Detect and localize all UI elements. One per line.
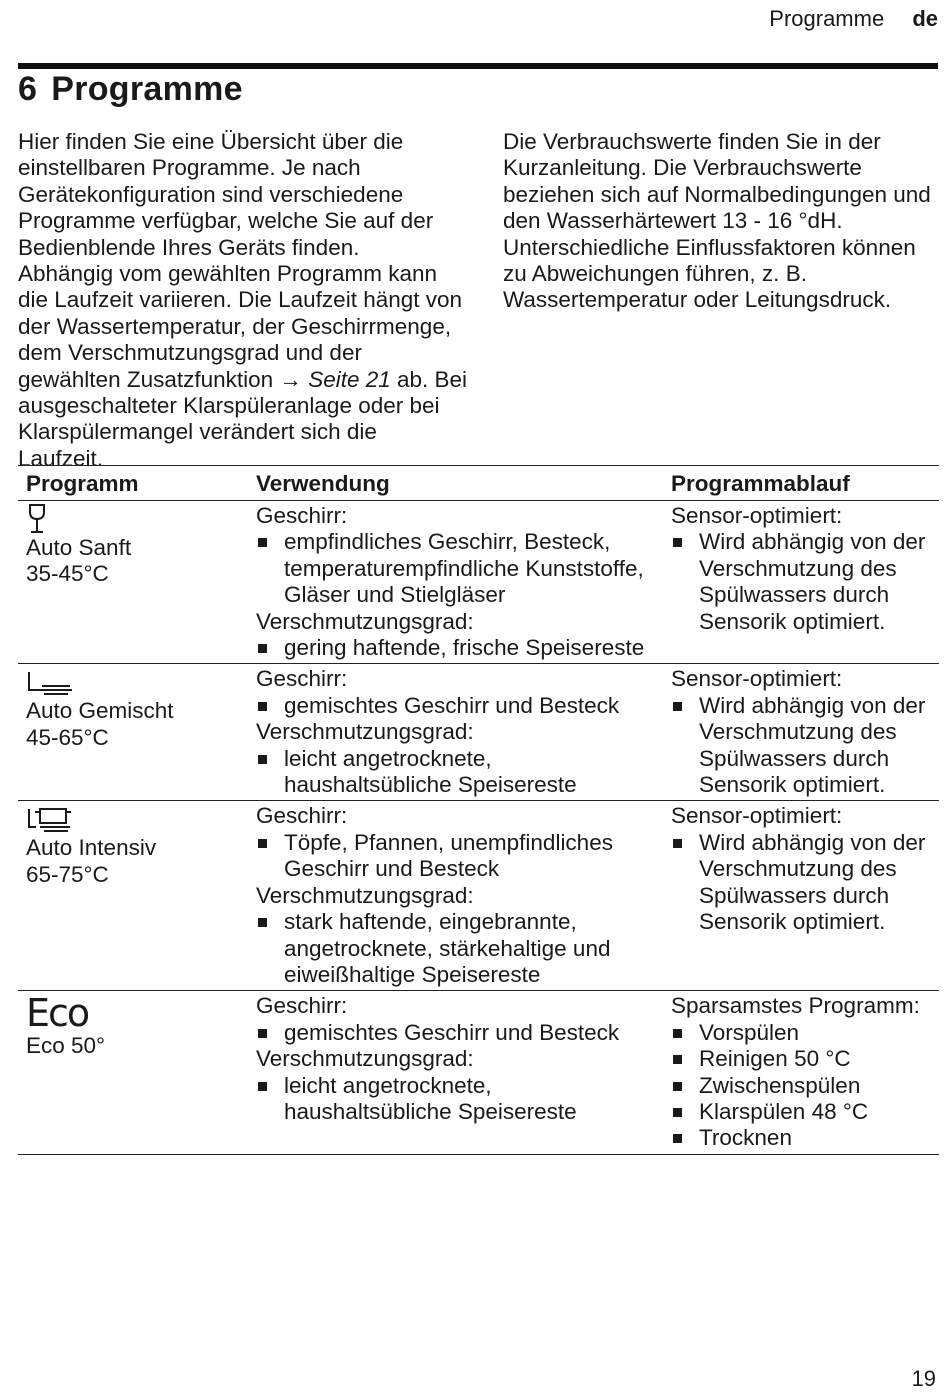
dishes-list <box>256 693 655 719</box>
page-reference-link[interactable]: Seite 21 <box>308 366 391 392</box>
list-item: Wird abhängig von der Verschmutzung des Spülwassers durch Sensorik optimiert. <box>671 693 931 799</box>
table-row <box>18 801 939 991</box>
programme-name: Auto Gemischt <box>26 698 174 724</box>
programme-cell <box>18 501 248 664</box>
flow-cell <box>663 664 939 801</box>
soil-label: Verschmutzungsgrad: <box>256 608 474 634</box>
wine-glass-icon <box>26 503 56 535</box>
intro-paragraph-2-start: Abhängig vom gewählten Programm kann die Laufzeit variieren. Die Laufzeit hängt von der Wassertemperatur, der Geschirrmenge, dem Verschmutzungsgrad und der gewählten Zusatzfunktion <box>18 261 463 392</box>
programme-cell <box>18 664 248 801</box>
page-number: 19 <box>911 1366 936 1391</box>
list-item: gemischtes Geschirr und Besteck <box>256 1020 655 1046</box>
flow-label: Sensor-optimiert: <box>671 803 843 829</box>
list-item: stark haftende, eingebrannte, angetrocknete, stärkehaltige und eiweißhaltige Speisereste <box>256 909 655 988</box>
table-row <box>18 991 939 1154</box>
column-header-verwendung: Verwendung <box>248 466 663 501</box>
header-section: Programme <box>769 6 885 31</box>
arrow-icon: → <box>279 366 302 392</box>
dishes-list <box>256 830 655 883</box>
auto-mixed-icon <box>26 666 76 698</box>
column-header-programm: Programm <box>18 466 248 501</box>
intro-paragraph-2 <box>18 261 468 472</box>
list-item: gering haftende, frische Speisereste <box>256 635 655 661</box>
soil-list <box>256 635 655 661</box>
programme-table <box>18 465 939 1155</box>
flow-list <box>671 529 931 635</box>
flow-list <box>671 830 931 936</box>
intro-left-column <box>18 129 468 472</box>
programme-name: Eco 50° <box>26 1033 106 1059</box>
list-item: Töpfe, Pfannen, unempfindliches Geschirr und Besteck <box>256 830 655 883</box>
eco-icon: Eco <box>26 991 89 1036</box>
programme-temperature: 45-65°C <box>26 724 109 750</box>
programme-cell <box>18 991 248 1154</box>
list-item: Vorspülen <box>671 1020 931 1046</box>
list-item: gemischtes Geschirr und Besteck <box>256 693 655 719</box>
flow-list <box>671 1020 931 1152</box>
soil-list <box>256 909 655 988</box>
programme-name: Auto Intensiv <box>26 835 157 861</box>
flow-label: Sensor-optimiert: <box>671 666 843 692</box>
table-header-row <box>18 466 939 501</box>
programme-temperature: 35-45°C <box>26 561 109 587</box>
intro-paragraph-1: Hier finden Sie eine Übersicht über die einstellbaren Programme. Je nach Gerätekonfiguration sind verschiedene Programme verfügbar, welche Sie auf der Bedienblende Ihres Geräts finden. <box>18 129 434 260</box>
intro-paragraph-3: Die Verbrauchswerte finden Sie in der Kurzanleitung. Die Verbrauchswerte beziehen sich auf Normalbedingungen und den Wasserhärtewert 13 - 16 °dH. Unterschiedliche Einflussfaktoren können zu Abweichungen führen, z. B. Wassertemperatur oder Leitungsdruck. <box>503 129 931 313</box>
programme-name: Auto Sanft <box>26 535 132 560</box>
list-item: Wird abhängig von der Verschmutzung des Spülwassers durch Sensorik optimiert. <box>671 830 931 936</box>
running-header <box>769 6 938 32</box>
table-row <box>18 664 939 801</box>
usage-cell <box>248 801 663 991</box>
soil-list <box>256 1073 655 1126</box>
chapter-title <box>18 70 243 109</box>
list-item: Klarspülen 48 °C <box>671 1099 931 1125</box>
dishes-label: Geschirr: <box>256 803 348 829</box>
pot-intensive-icon <box>26 803 76 835</box>
list-item: empfindliches Geschirr, Besteck, temperaturempfindliche Kunststoffe, Gläser und Stielgläser <box>256 529 655 608</box>
programme-temperature: 65-75°C <box>26 861 109 887</box>
top-rule <box>18 63 938 69</box>
soil-label: Verschmutzungsgrad: <box>256 1046 474 1072</box>
list-item: Trocknen <box>671 1125 931 1151</box>
table-row <box>18 501 939 664</box>
header-language: de <box>912 6 938 31</box>
programme-cell <box>18 801 248 991</box>
dishes-label: Geschirr: <box>256 503 348 528</box>
chapter-number: 6 <box>18 70 38 108</box>
dishes-list <box>256 1020 655 1046</box>
list-item: leicht angetrocknete, haushaltsübliche Speisereste <box>256 1073 655 1126</box>
list-item: Reinigen 50 °C <box>671 1046 931 1072</box>
dishes-label: Geschirr: <box>256 666 348 692</box>
dishes-label: Geschirr: <box>256 993 348 1019</box>
flow-list <box>671 693 931 799</box>
dishes-list <box>256 529 655 608</box>
list-item: Wird abhängig von der Verschmutzung des Spülwassers durch Sensorik optimiert. <box>671 529 931 635</box>
flow-cell <box>663 801 939 991</box>
list-item: Zwischenspülen <box>671 1073 931 1099</box>
usage-cell <box>248 664 663 801</box>
column-header-programmablauf: Programmablauf <box>663 466 939 501</box>
soil-list <box>256 746 655 799</box>
usage-cell <box>248 501 663 664</box>
chapter-title-text: Programme <box>51 70 243 108</box>
flow-label: Sensor-optimiert: <box>671 503 843 528</box>
list-item: leicht angetrocknete, haushaltsübliche Speisereste <box>256 746 655 799</box>
flow-label: Sparsamstes Programm: <box>671 993 920 1019</box>
flow-cell <box>663 991 939 1154</box>
intro-paragraph-2-end: ab. Bei ausgeschalteter Klarspüleranlage oder bei Klarspülermangel verändert sich die Laufzeit. <box>18 366 468 471</box>
flow-cell <box>663 501 939 664</box>
usage-cell <box>248 991 663 1154</box>
soil-label: Verschmutzungsgrad: <box>256 882 474 908</box>
soil-label: Verschmutzungsgrad: <box>256 719 474 745</box>
intro-right-column <box>503 129 943 314</box>
